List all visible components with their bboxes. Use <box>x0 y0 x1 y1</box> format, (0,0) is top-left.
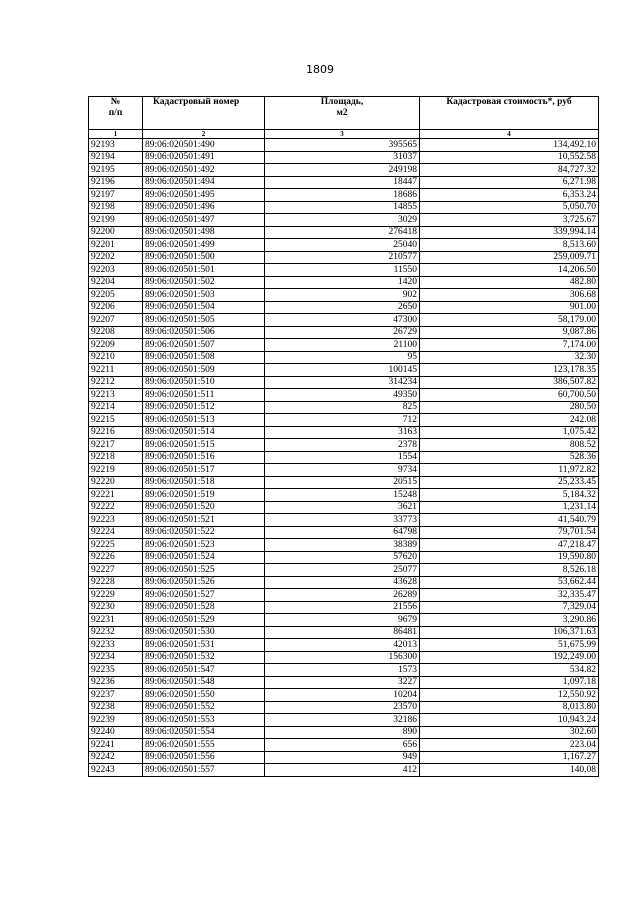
area-cell: 23570 <box>265 701 420 714</box>
area-cell: 656 <box>265 739 420 752</box>
area-cell: 314234 <box>265 376 420 389</box>
row-number-cell: 92235 <box>89 664 143 677</box>
table-row <box>89 714 599 727</box>
cadastral-number-cell: 89:06:020501:552 <box>143 701 265 714</box>
table-row <box>89 426 599 439</box>
row-number-cell: 92229 <box>89 589 143 602</box>
row-number-cell: 92195 <box>89 164 143 177</box>
table-row <box>89 726 599 739</box>
cadastral-number-cell: 89:06:020501:547 <box>143 664 265 677</box>
row-number-cell: 92211 <box>89 364 143 377</box>
table-row <box>89 701 599 714</box>
row-number-cell: 92237 <box>89 689 143 702</box>
cadastral-number-cell: 89:06:020501:510 <box>143 376 265 389</box>
area-cell: 21100 <box>265 339 420 352</box>
cost-cell: 5,184.32 <box>420 489 599 502</box>
area-cell: 1573 <box>265 664 420 677</box>
header-area: Площадь, м2 <box>265 97 420 130</box>
cadastral-number-cell: 89:06:020501:506 <box>143 326 265 339</box>
cost-cell: 280.50 <box>420 401 599 414</box>
row-number-cell: 92214 <box>89 401 143 414</box>
table-body <box>89 139 599 777</box>
cost-cell: 1,231.14 <box>420 501 599 514</box>
table-row <box>89 164 599 177</box>
cadastral-number-cell: 89:06:020501:491 <box>143 151 265 164</box>
cost-cell: 3,725.67 <box>420 214 599 227</box>
row-number-cell: 92208 <box>89 326 143 339</box>
table-row <box>89 626 599 639</box>
cost-cell: 1,167.27 <box>420 751 599 764</box>
cost-cell: 32.30 <box>420 351 599 364</box>
row-number-cell: 92242 <box>89 751 143 764</box>
table-row <box>89 389 599 402</box>
row-number-cell: 92216 <box>89 426 143 439</box>
cost-cell: 259,009.71 <box>420 251 599 264</box>
table-row <box>89 314 599 327</box>
cost-cell: 25,233.45 <box>420 476 599 489</box>
cost-cell: 14,206.50 <box>420 264 599 277</box>
row-number-cell: 92218 <box>89 451 143 464</box>
cadastral-number-cell: 89:06:020501:525 <box>143 564 265 577</box>
area-cell: 890 <box>265 726 420 739</box>
table-row <box>89 489 599 502</box>
cadastral-number-cell: 89:06:020501:529 <box>143 614 265 627</box>
area-cell: 100145 <box>265 364 420 377</box>
cost-cell: 901.00 <box>420 301 599 314</box>
area-cell: 20515 <box>265 476 420 489</box>
area-cell: 949 <box>265 751 420 764</box>
row-number-cell: 92205 <box>89 289 143 302</box>
cost-cell: 84,727.32 <box>420 164 599 177</box>
table-row <box>89 589 599 602</box>
cadastral-number-cell: 89:06:020501:521 <box>143 514 265 527</box>
cost-cell: 7,174.00 <box>420 339 599 352</box>
column-number: 1 <box>89 130 143 139</box>
area-cell: 11550 <box>265 264 420 277</box>
area-cell: 26289 <box>265 589 420 602</box>
row-number-cell: 92238 <box>89 701 143 714</box>
area-cell: 57620 <box>265 551 420 564</box>
cost-cell: 242.08 <box>420 414 599 427</box>
row-number-cell: 92196 <box>89 176 143 189</box>
area-cell: 26729 <box>265 326 420 339</box>
table-row <box>89 139 599 152</box>
table-row <box>89 289 599 302</box>
cost-cell: 8,513.60 <box>420 239 599 252</box>
area-cell: 249198 <box>265 164 420 177</box>
row-number-cell: 92231 <box>89 614 143 627</box>
cost-cell: 528.36 <box>420 451 599 464</box>
cadastral-number-cell: 89:06:020501:494 <box>143 176 265 189</box>
table-row <box>89 651 599 664</box>
table-row <box>89 339 599 352</box>
table-row <box>89 751 599 764</box>
cadastral-number-cell: 89:06:020501:501 <box>143 264 265 277</box>
area-cell: 86481 <box>265 626 420 639</box>
cadastral-number-cell: 89:06:020501:553 <box>143 714 265 727</box>
cost-cell: 12,550.92 <box>420 689 599 702</box>
cost-cell: 1,097.18 <box>420 676 599 689</box>
cost-cell: 58,179.00 <box>420 314 599 327</box>
area-cell: 10204 <box>265 689 420 702</box>
cadastral-table <box>88 96 599 777</box>
row-number-cell: 92241 <box>89 739 143 752</box>
table-header-row <box>89 97 599 130</box>
area-cell: 9679 <box>265 614 420 627</box>
row-number-cell: 92223 <box>89 514 143 527</box>
row-number-cell: 92213 <box>89 389 143 402</box>
row-number-cell: 92212 <box>89 376 143 389</box>
row-number-cell: 92198 <box>89 201 143 214</box>
table-row <box>89 739 599 752</box>
cost-cell: 302.60 <box>420 726 599 739</box>
cost-cell: 53,662.44 <box>420 576 599 589</box>
cost-cell: 8,013.80 <box>420 701 599 714</box>
row-number-cell: 92221 <box>89 489 143 502</box>
cost-cell: 79,701.54 <box>420 526 599 539</box>
table-row <box>89 401 599 414</box>
row-number-cell: 92224 <box>89 526 143 539</box>
row-number-cell: 92200 <box>89 226 143 239</box>
cadastral-number-cell: 89:06:020501:502 <box>143 276 265 289</box>
cadastral-number-cell: 89:06:020501:495 <box>143 189 265 202</box>
header-cadastral-cost: Кадастровая стоимость*, руб <box>420 97 599 130</box>
area-cell: 95 <box>265 351 420 364</box>
cadastral-number-cell: 89:06:020501:514 <box>143 426 265 439</box>
area-cell: 32186 <box>265 714 420 727</box>
header-number: № п/п <box>89 97 143 130</box>
table-row <box>89 326 599 339</box>
area-cell: 14855 <box>265 201 420 214</box>
cadastral-number-cell: 89:06:020501:511 <box>143 389 265 402</box>
row-number-cell: 92226 <box>89 551 143 564</box>
row-number-cell: 92194 <box>89 151 143 164</box>
table-row <box>89 276 599 289</box>
area-cell: 2378 <box>265 439 420 452</box>
area-cell: 15248 <box>265 489 420 502</box>
cost-cell: 47,218.47 <box>420 539 599 552</box>
area-cell: 1554 <box>265 451 420 464</box>
table-row <box>89 526 599 539</box>
cost-cell: 19,590.80 <box>420 551 599 564</box>
cadastral-number-cell: 89:06:020501:556 <box>143 751 265 764</box>
cadastral-number-cell: 89:06:020501:500 <box>143 251 265 264</box>
row-number-cell: 92225 <box>89 539 143 552</box>
cost-cell: 808.52 <box>420 439 599 452</box>
cost-cell: 223.04 <box>420 739 599 752</box>
cadastral-number-cell: 89:06:020501:557 <box>143 764 265 777</box>
cadastral-number-cell: 89:06:020501:523 <box>143 539 265 552</box>
cost-cell: 6,271.98 <box>420 176 599 189</box>
table-row <box>89 476 599 489</box>
table-row <box>89 301 599 314</box>
cost-cell: 339,994.14 <box>420 226 599 239</box>
table-row <box>89 676 599 689</box>
area-cell: 825 <box>265 401 420 414</box>
table-row <box>89 501 599 514</box>
cadastral-number-cell: 89:06:020501:520 <box>143 501 265 514</box>
table-row <box>89 639 599 652</box>
area-cell: 3029 <box>265 214 420 227</box>
area-cell: 18447 <box>265 176 420 189</box>
table-row <box>89 464 599 477</box>
area-cell: 1420 <box>265 276 420 289</box>
cost-cell: 7,329.04 <box>420 601 599 614</box>
column-number: 4 <box>420 130 599 139</box>
cost-cell: 6,353.24 <box>420 189 599 202</box>
area-cell: 3621 <box>265 501 420 514</box>
cadastral-number-cell: 89:06:020501:490 <box>143 139 265 152</box>
cadastral-number-cell: 89:06:020501:522 <box>143 526 265 539</box>
table-row <box>89 664 599 677</box>
table-row <box>89 414 599 427</box>
table-row <box>89 514 599 527</box>
cadastral-number-cell: 89:06:020501:496 <box>143 201 265 214</box>
table-row <box>89 176 599 189</box>
cost-cell: 534.82 <box>420 664 599 677</box>
cost-cell: 5,050.70 <box>420 201 599 214</box>
table-row <box>89 439 599 452</box>
area-cell: 18686 <box>265 189 420 202</box>
area-cell: 33773 <box>265 514 420 527</box>
cost-cell: 192,249.00 <box>420 651 599 664</box>
table-row <box>89 189 599 202</box>
cadastral-number-cell: 89:06:020501:515 <box>143 439 265 452</box>
cadastral-number-cell: 89:06:020501:554 <box>143 726 265 739</box>
page-number: 1809 <box>306 63 334 76</box>
cost-cell: 10,552.58 <box>420 151 599 164</box>
cadastral-number-cell: 89:06:020501:527 <box>143 589 265 602</box>
table-row <box>89 151 599 164</box>
area-cell: 38389 <box>265 539 420 552</box>
cadastral-number-cell: 89:06:020501:492 <box>143 164 265 177</box>
cost-cell: 123,178.35 <box>420 364 599 377</box>
row-number-cell: 92217 <box>89 439 143 452</box>
cadastral-number-cell: 89:06:020501:548 <box>143 676 265 689</box>
cadastral-number-cell: 89:06:020501:499 <box>143 239 265 252</box>
table-row <box>89 214 599 227</box>
table-row <box>89 364 599 377</box>
column-number-row <box>89 130 599 139</box>
cadastral-number-cell: 89:06:020501:505 <box>143 314 265 327</box>
row-number-cell: 92193 <box>89 139 143 152</box>
table-row <box>89 239 599 252</box>
table-row <box>89 551 599 564</box>
cost-cell: 3,290.86 <box>420 614 599 627</box>
area-cell: 210577 <box>265 251 420 264</box>
table-row <box>89 201 599 214</box>
cost-cell: 306.68 <box>420 289 599 302</box>
area-cell: 902 <box>265 289 420 302</box>
area-cell: 2650 <box>265 301 420 314</box>
cadastral-number-cell: 89:06:020501:498 <box>143 226 265 239</box>
row-number-cell: 92233 <box>89 639 143 652</box>
area-cell: 3227 <box>265 676 420 689</box>
row-number-cell: 92239 <box>89 714 143 727</box>
cadastral-number-cell: 89:06:020501:508 <box>143 351 265 364</box>
cadastral-number-cell: 89:06:020501:513 <box>143 414 265 427</box>
cost-cell: 10,943.24 <box>420 714 599 727</box>
cost-cell: 482.80 <box>420 276 599 289</box>
table-row <box>89 601 599 614</box>
row-number-cell: 92201 <box>89 239 143 252</box>
row-number-cell: 92204 <box>89 276 143 289</box>
cadastral-number-cell: 89:06:020501:555 <box>143 739 265 752</box>
row-number-cell: 92210 <box>89 351 143 364</box>
cadastral-number-cell: 89:06:020501:530 <box>143 626 265 639</box>
cadastral-number-cell: 89:06:020501:507 <box>143 339 265 352</box>
header-cadastral-number: Кадастровый номер <box>143 97 265 130</box>
row-number-cell: 92197 <box>89 189 143 202</box>
table-row <box>89 351 599 364</box>
row-number-cell: 92202 <box>89 251 143 264</box>
row-number-cell: 92220 <box>89 476 143 489</box>
cadastral-number-cell: 89:06:020501:524 <box>143 551 265 564</box>
table-row <box>89 451 599 464</box>
area-cell: 49350 <box>265 389 420 402</box>
cadastral-number-cell: 89:06:020501:516 <box>143 451 265 464</box>
cost-cell: 11,972.82 <box>420 464 599 477</box>
table-row <box>89 376 599 389</box>
cost-cell: 8,526.18 <box>420 564 599 577</box>
cost-cell: 134,492.10 <box>420 139 599 152</box>
cadastral-number-cell: 89:06:020501:531 <box>143 639 265 652</box>
cadastral-number-cell: 89:06:020501:526 <box>143 576 265 589</box>
row-number-cell: 92206 <box>89 301 143 314</box>
area-cell: 31037 <box>265 151 420 164</box>
cost-cell: 1,075.42 <box>420 426 599 439</box>
cadastral-number-cell: 89:06:020501:509 <box>143 364 265 377</box>
column-number: 2 <box>143 130 265 139</box>
cadastral-number-cell: 89:06:020501:517 <box>143 464 265 477</box>
table-row <box>89 251 599 264</box>
area-cell: 395565 <box>265 139 420 152</box>
area-cell: 64798 <box>265 526 420 539</box>
table-row <box>89 614 599 627</box>
row-number-cell: 92227 <box>89 564 143 577</box>
table-row <box>89 226 599 239</box>
row-number-cell: 92232 <box>89 626 143 639</box>
column-number: 3 <box>265 130 420 139</box>
area-cell: 156300 <box>265 651 420 664</box>
area-cell: 712 <box>265 414 420 427</box>
area-cell: 47300 <box>265 314 420 327</box>
row-number-cell: 92203 <box>89 264 143 277</box>
cadastral-number-cell: 89:06:020501:503 <box>143 289 265 302</box>
row-number-cell: 92215 <box>89 414 143 427</box>
area-cell: 276418 <box>265 226 420 239</box>
cost-cell: 60,700.50 <box>420 389 599 402</box>
row-number-cell: 92240 <box>89 726 143 739</box>
cost-cell: 386,507.82 <box>420 376 599 389</box>
table-row <box>89 539 599 552</box>
row-number-cell: 92243 <box>89 764 143 777</box>
area-cell: 21556 <box>265 601 420 614</box>
table-row <box>89 264 599 277</box>
area-cell: 412 <box>265 764 420 777</box>
row-number-cell: 92236 <box>89 676 143 689</box>
area-cell: 9734 <box>265 464 420 477</box>
cost-cell: 41,540.79 <box>420 514 599 527</box>
table-row <box>89 764 599 777</box>
table-row <box>89 689 599 702</box>
row-number-cell: 92209 <box>89 339 143 352</box>
cadastral-number-cell: 89:06:020501:518 <box>143 476 265 489</box>
cadastral-number-cell: 89:06:020501:504 <box>143 301 265 314</box>
area-cell: 42013 <box>265 639 420 652</box>
row-number-cell: 92219 <box>89 464 143 477</box>
cadastral-number-cell: 89:06:020501:497 <box>143 214 265 227</box>
cost-cell: 32,335.47 <box>420 589 599 602</box>
cadastral-number-cell: 89:06:020501:550 <box>143 689 265 702</box>
cadastral-number-cell: 89:06:020501:532 <box>143 651 265 664</box>
table-row <box>89 564 599 577</box>
area-cell: 25040 <box>265 239 420 252</box>
cost-cell: 51,675.99 <box>420 639 599 652</box>
area-cell: 3163 <box>265 426 420 439</box>
row-number-cell: 92228 <box>89 576 143 589</box>
table-row <box>89 576 599 589</box>
cadastral-number-cell: 89:06:020501:528 <box>143 601 265 614</box>
row-number-cell: 92207 <box>89 314 143 327</box>
cost-cell: 140.08 <box>420 764 599 777</box>
cadastral-number-cell: 89:06:020501:512 <box>143 401 265 414</box>
area-cell: 25077 <box>265 564 420 577</box>
cost-cell: 9,087.86 <box>420 326 599 339</box>
row-number-cell: 92199 <box>89 214 143 227</box>
area-cell: 43628 <box>265 576 420 589</box>
cost-cell: 106,371.63 <box>420 626 599 639</box>
cadastral-number-cell: 89:06:020501:519 <box>143 489 265 502</box>
row-number-cell: 92230 <box>89 601 143 614</box>
row-number-cell: 92234 <box>89 651 143 664</box>
row-number-cell: 92222 <box>89 501 143 514</box>
